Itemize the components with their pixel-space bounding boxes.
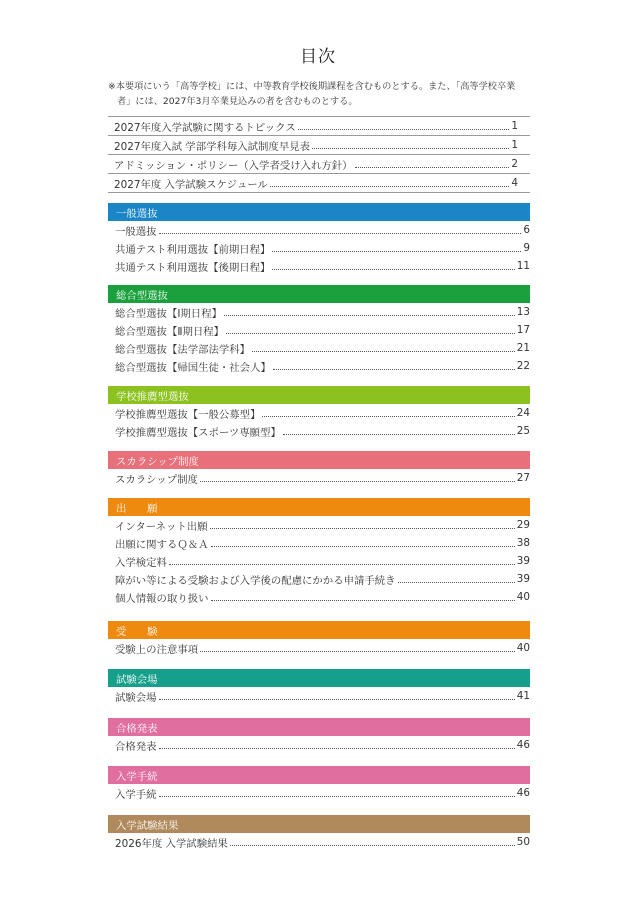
toc-label: 障がい等による受験および入学後の配慮にかかる申請手続き xyxy=(115,574,396,587)
toc-label: 個人情報の取り扱い xyxy=(115,592,209,605)
top-toc-list xyxy=(108,116,530,193)
toc-page: 46 xyxy=(516,787,530,799)
dot-leader xyxy=(252,341,515,352)
section-enrollment xyxy=(108,766,530,802)
dot-leader xyxy=(272,241,521,252)
toc-row[interactable] xyxy=(108,687,530,705)
toc-row[interactable] xyxy=(108,422,530,440)
toc-label: 学校推薦型選抜【スポーツ専願型】 xyxy=(115,426,281,439)
toc-page: 39 xyxy=(516,555,530,567)
toc-row[interactable] xyxy=(108,321,530,339)
toc-page: 13 xyxy=(516,306,530,318)
toc-row[interactable] xyxy=(108,221,530,239)
toc-page: 4 xyxy=(511,177,518,189)
dot-leader xyxy=(298,119,510,130)
toc-row[interactable] xyxy=(108,404,530,422)
dot-leader xyxy=(262,406,514,417)
toc-page: 38 xyxy=(516,537,530,549)
toc-row[interactable] xyxy=(108,588,530,606)
section-scholarship xyxy=(108,451,530,487)
section-header: 受 験 xyxy=(108,621,530,639)
toc-label: 共通テスト利用選抜【後期日程】 xyxy=(115,261,271,274)
toc-page: 39 xyxy=(516,573,530,585)
toc-label: インターネット出願 xyxy=(115,520,208,533)
toc-page: 46 xyxy=(516,739,530,751)
section-header: 学校推薦型選抜 xyxy=(108,386,530,404)
dot-leader xyxy=(270,176,510,187)
note-line-1: ※本要項にいう「高等学校」には、中等教育学校後期課程を含むものとする。また、「高等学校卒業 xyxy=(108,81,516,92)
section-header: 出 願 xyxy=(108,498,530,516)
toc-label: 総合型選抜【Ⅱ期日程】 xyxy=(115,325,225,338)
toc-label: 出願に関するＱ＆Ａ xyxy=(115,538,209,551)
toc-label: 共通テスト利用選抜【前期日程】 xyxy=(115,243,271,256)
dot-leader xyxy=(273,359,515,370)
toc-page: 11 xyxy=(516,260,530,272)
section-header: スカラシップ制度 xyxy=(108,451,530,469)
toc-row[interactable] xyxy=(108,257,530,275)
toc-page: 50 xyxy=(516,836,530,848)
toc-page: 6 xyxy=(523,224,530,236)
dot-leader xyxy=(398,572,515,583)
toc-label: 総合型選抜【Ⅰ期日程】 xyxy=(115,307,222,320)
toc-row[interactable] xyxy=(108,534,530,552)
toc-page: 40 xyxy=(516,591,530,603)
dot-leader xyxy=(312,138,509,149)
toc-page: 24 xyxy=(516,407,530,419)
dot-leader xyxy=(210,518,515,529)
note-text xyxy=(108,80,533,109)
toc-row[interactable] xyxy=(108,357,530,375)
toc-row[interactable] xyxy=(108,469,530,487)
section-general xyxy=(108,203,530,275)
toc-page: 40 xyxy=(516,642,530,654)
section-header: 合格発表 xyxy=(108,718,530,736)
toc-row[interactable] xyxy=(108,155,530,174)
dot-leader xyxy=(159,689,515,700)
toc-page: 27 xyxy=(516,472,530,484)
dot-leader xyxy=(224,305,515,316)
toc-label: 試験会場 xyxy=(115,691,157,704)
dot-leader xyxy=(159,738,515,749)
dot-leader xyxy=(272,259,514,270)
toc-row[interactable] xyxy=(108,174,530,193)
toc-page: 2 xyxy=(511,158,518,170)
dot-leader xyxy=(169,554,515,565)
dot-leader xyxy=(159,786,515,797)
section-comprehensive xyxy=(108,285,530,375)
toc-row[interactable] xyxy=(108,117,530,136)
toc-label: 入学手続 xyxy=(115,788,157,801)
dot-leader xyxy=(159,223,522,234)
toc-row[interactable] xyxy=(108,736,530,754)
toc-row[interactable] xyxy=(108,552,530,570)
section-examination xyxy=(108,621,530,657)
dot-leader xyxy=(200,471,515,482)
toc-page: 41 xyxy=(516,690,530,702)
toc-row[interactable] xyxy=(108,136,530,155)
toc-label: スカラシップ制度 xyxy=(115,473,198,486)
dot-leader xyxy=(226,323,515,334)
toc-row[interactable] xyxy=(108,239,530,257)
section-application xyxy=(108,498,530,606)
toc-row[interactable] xyxy=(108,516,530,534)
toc-label: 合格発表 xyxy=(115,740,157,753)
toc-label: アドミッション・ポリシー（入学者受け入れ方針） xyxy=(114,159,353,172)
section-header: 試験会場 xyxy=(108,669,530,687)
dot-leader xyxy=(211,536,515,547)
dot-leader xyxy=(230,835,515,846)
section-header: 総合型選抜 xyxy=(108,285,530,303)
section-header: 入学手続 xyxy=(108,766,530,784)
dot-leader xyxy=(211,590,515,601)
toc-label: 2027年度 入学試験スケジュール xyxy=(114,178,268,191)
toc-page: 25 xyxy=(516,425,530,437)
section-results-announcement xyxy=(108,718,530,754)
toc-label: 一般選抜 xyxy=(115,225,157,238)
toc-label: 受験上の注意事項 xyxy=(115,643,199,656)
section-exam-results xyxy=(108,815,530,851)
toc-label: 2027年度入学試験に関するトピックス xyxy=(114,121,296,134)
section-school-recommendation xyxy=(108,386,530,440)
toc-page: 9 xyxy=(523,242,530,254)
section-exam-venue xyxy=(108,669,530,705)
dot-leader xyxy=(283,424,515,435)
toc-row[interactable] xyxy=(108,833,530,851)
toc-label: 総合型選抜【帰国生徒・社会人】 xyxy=(115,361,271,374)
note-line-2: 者」には、2027年3月卒業見込みの者を含むものとする。 xyxy=(117,95,358,107)
toc-page: 22 xyxy=(516,360,530,372)
dot-leader xyxy=(200,641,515,652)
toc-label: 2027年度入試 学部学科毎入試制度早見表 xyxy=(114,140,310,153)
dot-leader xyxy=(355,157,510,168)
section-header: 入学試験結果 xyxy=(108,815,530,833)
toc-row[interactable] xyxy=(108,303,530,321)
toc-row[interactable] xyxy=(108,784,530,802)
toc-row[interactable] xyxy=(108,639,530,657)
toc-row[interactable] xyxy=(108,339,530,357)
page-title: 目次 xyxy=(300,47,336,67)
toc-label: 入学検定料 xyxy=(115,556,167,569)
toc-row[interactable] xyxy=(108,570,530,588)
toc-label: 総合型選抜【法学部法学科】 xyxy=(115,343,251,356)
toc-label: 学校推薦型選抜【一般公募型】 xyxy=(115,408,261,421)
toc-page: 29 xyxy=(516,519,530,531)
toc-page: 1 xyxy=(511,120,518,132)
toc-label: 2026年度 入学試験結果 xyxy=(115,837,228,850)
section-header: 一般選抜 xyxy=(108,203,530,221)
toc-page: 17 xyxy=(516,324,530,336)
toc-page: 1 xyxy=(511,139,518,151)
toc-page: 21 xyxy=(516,342,530,354)
